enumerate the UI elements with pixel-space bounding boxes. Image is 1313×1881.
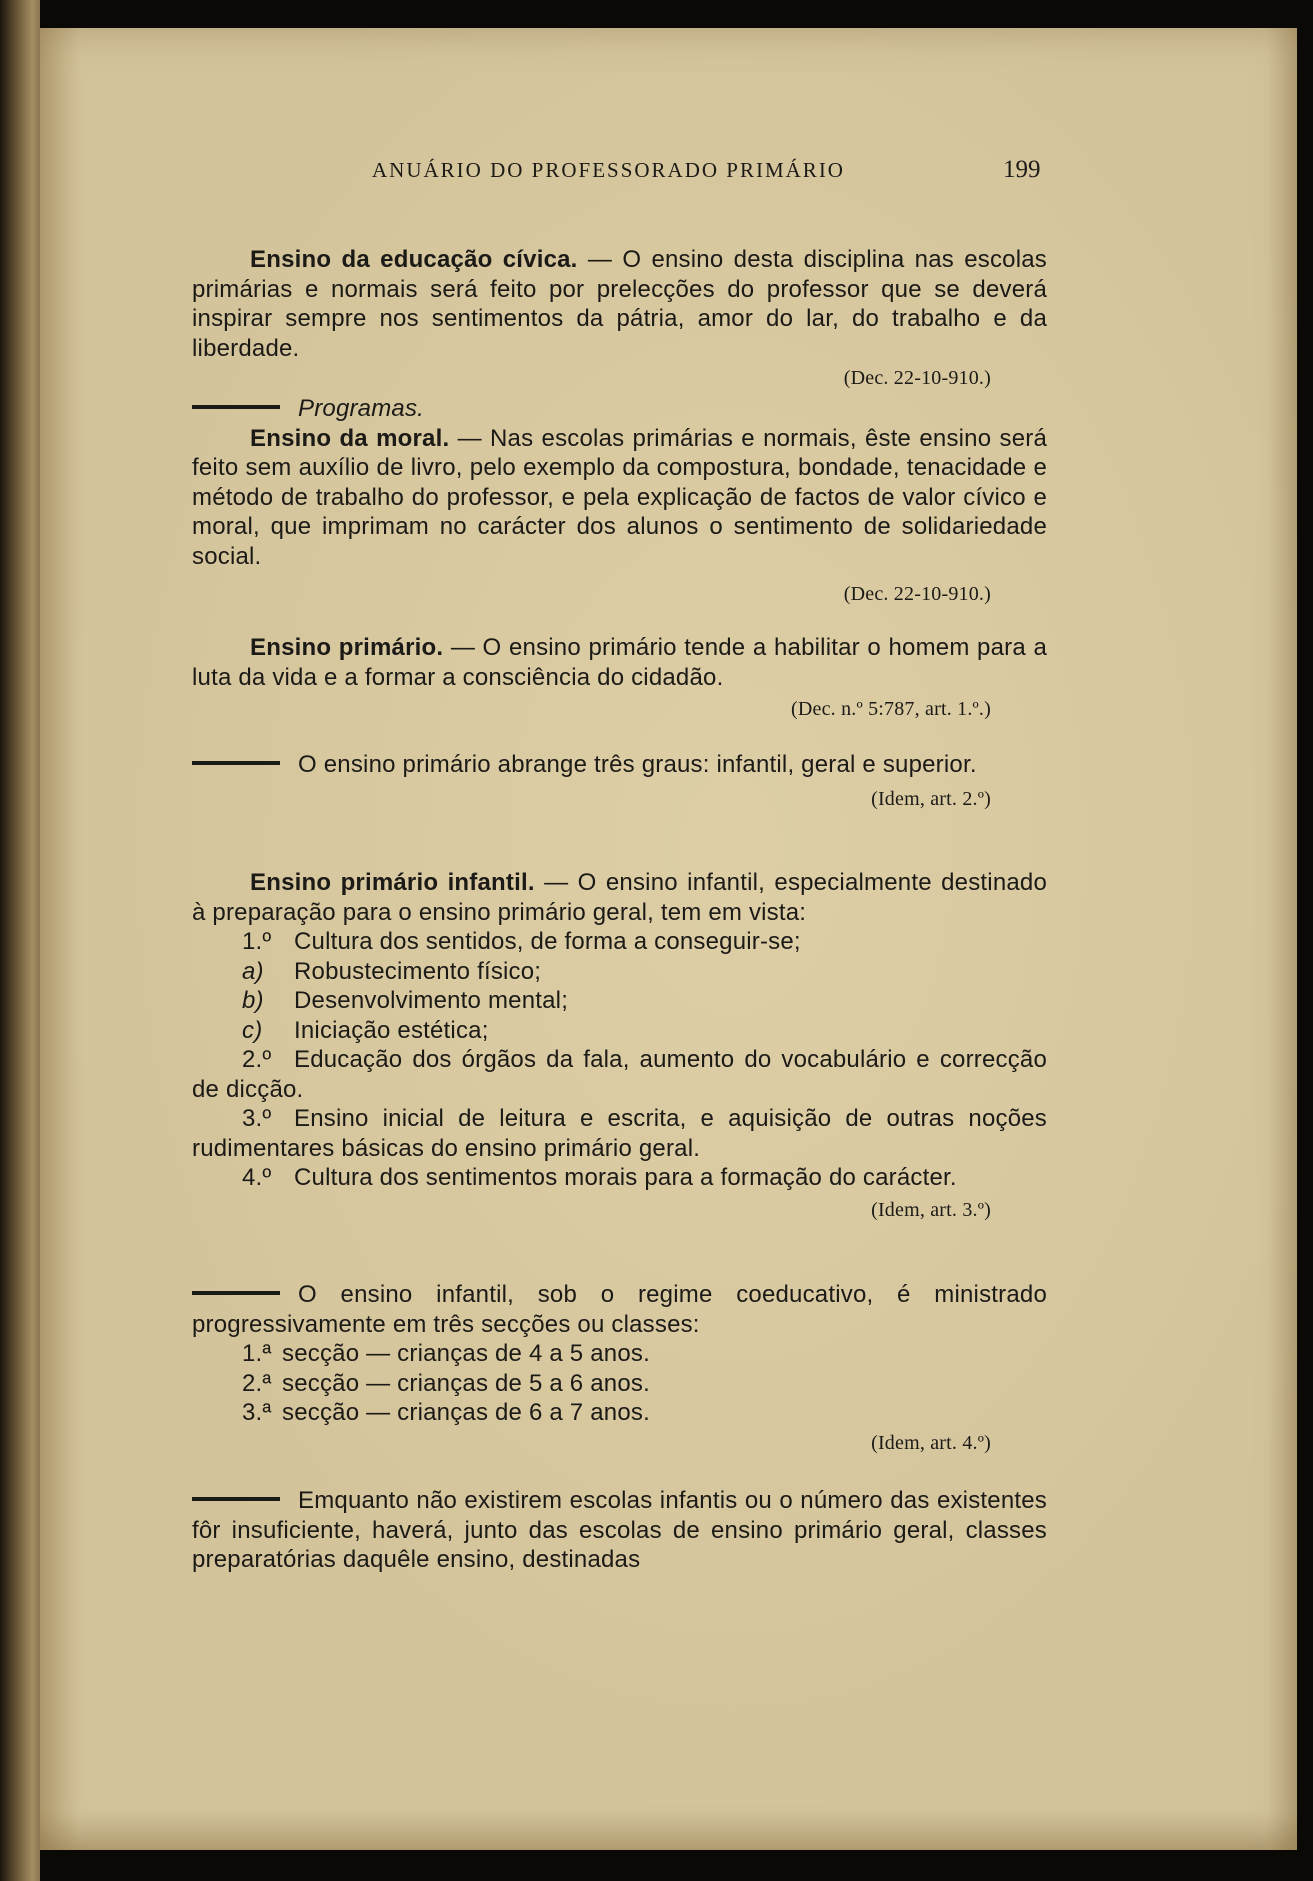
list-item <box>192 1339 1047 1369</box>
citation: (Idem, art. 2.º) <box>871 787 991 810</box>
section-body: — O ensino desta disciplina nas escolas primárias e normais será feito por prelecções do professor que se deverá inspirar sempre nos sentimentos da pátria, amor do lar, do trabalho e da liberdade. <box>192 246 1047 362</box>
list-item <box>192 1369 1047 1399</box>
programas-line <box>192 394 1047 424</box>
section-body: O ensino primário abrange três graus: infantil, geral e superior. <box>298 751 977 778</box>
section-body: — O ensino primário tende a habilitar o homem para a luta da vida e a formar a consciência do cidadão. <box>192 634 1047 691</box>
section-body: — Nas escolas primárias e normais, êste ensino será feito sem auxílio de livro, pelo exemplo da compostura, bondade, tenacidade e método de trabalho do professor, e pela explicação de factos de valor cívico e moral, que imprimam no carácter dos alunos o sentimento de solidariedade social. <box>192 424 1047 570</box>
paragraph <box>192 1280 1047 1339</box>
paragraph <box>192 633 1047 692</box>
item-marker: 2.º <box>242 1046 272 1073</box>
lead-rule <box>192 1497 280 1501</box>
section-infantil <box>192 868 1047 1225</box>
citation: (Idem, art. 4.º) <box>871 1431 991 1454</box>
item-text: Educação dos órgãos da fala, aumento do vocabulário e correcção de dicção. <box>192 1046 1047 1103</box>
item-marker: b) <box>242 987 264 1014</box>
section-title: Ensino primário. <box>250 634 444 661</box>
item-marker: 1.ª <box>242 1340 272 1367</box>
list-item <box>192 1016 1047 1046</box>
list-item <box>192 986 1047 1016</box>
section-body: Emquanto não existirem escolas infantis ou o número das existentes fôr insuficiente, haverá, junto das escolas de ensino primário geral, classes preparatórias daquêle ensino, destinadas <box>192 1487 1047 1573</box>
item-text: Cultura dos sentimentos morais para a formação do carácter. <box>294 1164 957 1191</box>
lead-rule <box>192 405 280 409</box>
lead-rule <box>192 1291 280 1295</box>
section-body: — O ensino infantil, especialmente destinado à preparação para o ensino primário geral, tem em vista: <box>192 869 1048 926</box>
section-title: Ensino da educação cívica. <box>250 246 578 273</box>
section-moral <box>192 394 1047 609</box>
section-primario <box>192 633 1047 724</box>
item-marker: 3.ª <box>242 1399 272 1426</box>
item-text: Iniciação estética; <box>294 1016 489 1044</box>
citation: (Dec. 22-10-910.) <box>843 367 991 389</box>
item-marker: 4.º <box>242 1164 272 1191</box>
section-coeducativo <box>192 1280 1047 1458</box>
section-enquanto <box>192 1486 1047 1575</box>
item-text: Desenvolvimento mental; <box>294 987 569 1014</box>
paragraph <box>192 245 1047 363</box>
item-marker: c) <box>242 1016 263 1044</box>
running-header: ANUÁRIO DO PROFESSORADO PRIMÁRIO <box>372 158 845 182</box>
citation: (Dec. n.º 5:787, art. 1.º.) <box>791 698 991 720</box>
item-text: secção — crianças de 6 a 7 anos. <box>282 1399 650 1426</box>
paragraph <box>192 424 1047 572</box>
section-graus <box>192 750 1047 814</box>
item-marker: a) <box>242 957 264 985</box>
item-text: secção — crianças de 4 a 5 anos. <box>282 1340 650 1367</box>
paragraph <box>192 1486 1047 1575</box>
page-number: 199 <box>1003 156 1041 183</box>
item-text: Robustecimento físico; <box>294 957 542 985</box>
section-body: O ensino infantil, sob o regime coeducativo, é ministrado progressivamente em três secções ou classes: <box>192 1281 1047 1338</box>
programas-label: Programas. <box>298 395 425 422</box>
list-item <box>192 1045 1047 1104</box>
item-marker: 2.ª <box>242 1369 272 1397</box>
list-item <box>192 927 1047 957</box>
list-item <box>192 1163 1047 1193</box>
paragraph <box>192 750 1047 780</box>
citation: (Idem, art. 3.º) <box>871 1198 991 1221</box>
book-spine <box>0 0 40 1881</box>
citation: (Dec. 22-10-910.) <box>843 583 991 605</box>
section-title: Ensino da moral. <box>250 424 450 452</box>
list-item <box>192 1104 1047 1163</box>
item-text: secção — crianças de 5 a 6 anos. <box>282 1369 650 1397</box>
item-text: Cultura dos sentidos, de forma a conseguir-se; <box>294 928 801 955</box>
paragraph <box>192 868 1047 927</box>
item-marker: 3.º <box>242 1105 272 1132</box>
item-marker: 1.º <box>242 928 272 955</box>
section-civica <box>192 245 1047 393</box>
item-text: Ensino inicial de leitura e escrita, e aquisição de outras noções rudimentares básicas do ensino primário geral. <box>192 1105 1047 1162</box>
section-title: Ensino primário infantil. <box>250 869 535 896</box>
list-item <box>192 1398 1047 1428</box>
list-item <box>192 957 1047 987</box>
lead-rule <box>192 761 280 765</box>
